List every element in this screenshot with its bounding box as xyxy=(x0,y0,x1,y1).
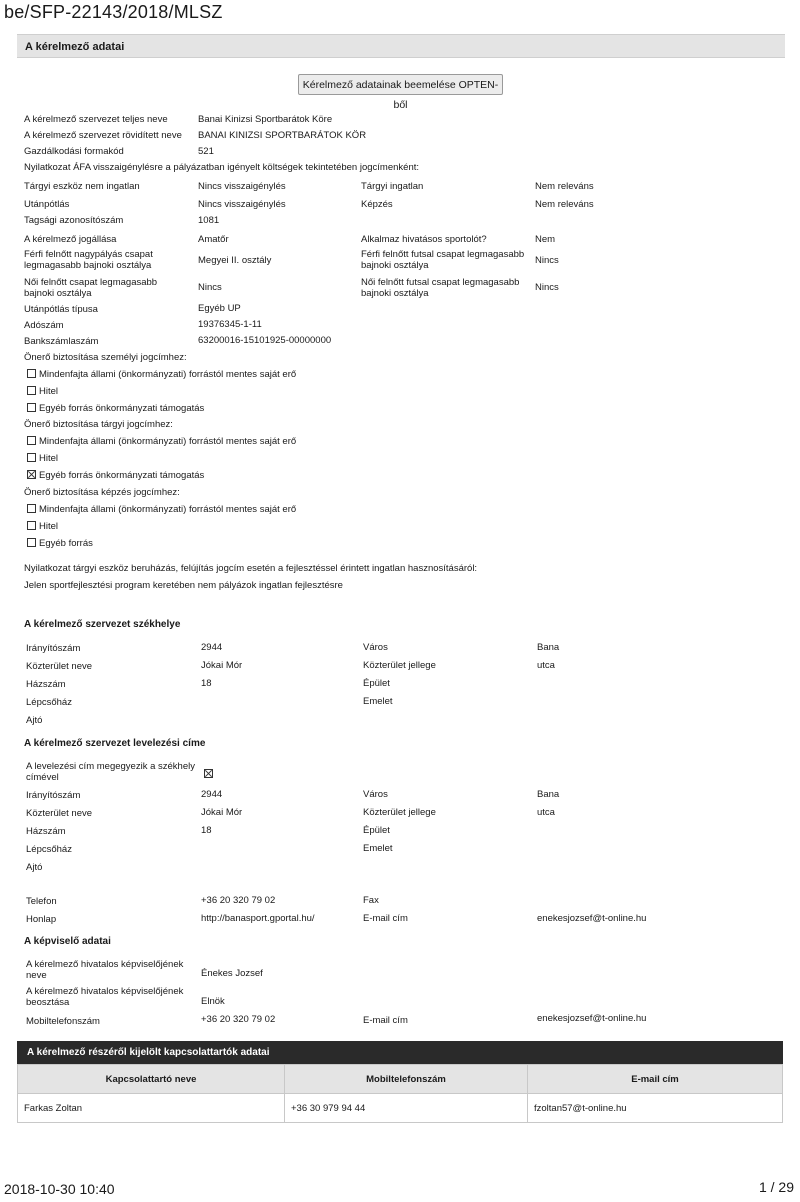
print-datetime: 2018-10-30 10:40 xyxy=(4,1181,115,1197)
contacts-header-row xyxy=(18,1065,783,1094)
seat-epulet-label: Épület xyxy=(363,678,390,689)
rep-position-label: A kérelmező hivatalos képviselőjének beosztása xyxy=(26,986,184,1008)
szemelyi-egyeb-label: Egyéb forrás önkormányzati támogatás xyxy=(39,403,205,414)
noi-label: Női felnőtt csapat legmagasabb bajnoki osztálya xyxy=(24,277,158,299)
honlap-link[interactable]: http://banasport.gportal.hu/ xyxy=(201,913,315,924)
rep-mobile-value: +36 20 320 79 02 xyxy=(201,1014,276,1025)
hivatasos-label: Alkalmaz hivatásos sportolót? xyxy=(361,234,487,245)
mail-varos-value: Bana xyxy=(537,789,560,800)
contact-name: Farkas Zoltan xyxy=(18,1094,285,1123)
onero-kepzes-heading: Önerő biztosítása képzés jogcímhez: xyxy=(24,487,180,498)
nyilatkozat-targyi: Nyilatkozat tárgyi eszköz beruházás, felújítás jogcím esetén a fejlesztéssel érintett ingatlan hasznosításáról: xyxy=(24,563,478,574)
seat-hazszam-value: 18 xyxy=(201,678,212,689)
szemelyi-egyeb-checkbox[interactable] xyxy=(27,403,36,412)
targyi-hitel-checkbox[interactable] xyxy=(27,453,36,462)
noi-futsal-value: Nincs xyxy=(535,282,559,293)
col-header-name: Kapcsolattartó neve xyxy=(18,1065,285,1094)
mail-hazszam-value: 18 xyxy=(201,825,212,836)
section-header-applicant: A kérelmező adatai xyxy=(17,34,785,58)
noi-value: Nincs xyxy=(198,282,222,293)
seat-irsz-label: Irányítószám xyxy=(26,643,81,654)
adoszam-label: Adószám xyxy=(24,320,64,331)
rep-email-label: E-mail cím xyxy=(363,1015,408,1026)
contact-mobile: +36 30 979 94 44 xyxy=(285,1094,528,1123)
col-header-mobile: Mobiltelefonszám xyxy=(285,1065,528,1094)
kepzes-egyeb-label: Egyéb forrás xyxy=(39,538,93,549)
col-header-email: E-mail cím xyxy=(528,1065,783,1094)
ferfi-value: Megyei II. osztály xyxy=(198,255,272,266)
seat-hazszam-label: Házszám xyxy=(26,679,66,690)
futsal-value: Nincs xyxy=(535,255,559,266)
seat-ajto-label: Ajtó xyxy=(26,715,43,726)
adoszam-value: 19376345-1-11 xyxy=(198,319,262,330)
contact-email[interactable]: fzoltan57@t-online.hu xyxy=(528,1094,783,1123)
mail-kozterulet-value: Jókai Mór xyxy=(201,807,243,818)
full-name-value: Banai Kinizsi Sportbarátok Köre xyxy=(198,114,333,125)
rep-name-value: Énekes Jozsef xyxy=(201,968,263,979)
mail-same-checkbox-checked[interactable] xyxy=(204,769,213,778)
utanpotlas-tipus-value: Egyéb UP xyxy=(198,303,241,314)
targyi-nem-ingatlan-value: Nincs visszaigénylés xyxy=(198,181,286,192)
seat-emelet-label: Emelet xyxy=(363,696,393,707)
seat-varos-value: Bana xyxy=(537,642,560,653)
kepzes-value: Nem releváns xyxy=(535,199,594,210)
bank-value: 63200016-15101925-00000000 xyxy=(198,335,332,346)
targyi-ingatlan-label: Tárgyi ingatlan xyxy=(361,181,424,192)
gfo-value: 521 xyxy=(198,146,214,157)
utanpotlas-label: Utánpótlás xyxy=(24,199,70,210)
seat-jelleg-label: Közterület jellege xyxy=(363,660,436,671)
mail-irsz-value: 2944 xyxy=(201,789,223,800)
jogallas-value: Amatőr xyxy=(198,234,229,245)
section-header-contacts: A kérelmező részéről kijelölt kapcsolattartók adatai xyxy=(17,1041,783,1064)
utanpotlas-value: Nincs visszaigénylés xyxy=(198,199,286,210)
szemelyi-mentes-checkbox[interactable] xyxy=(27,369,36,378)
tagsagi-label: Tagsági azonosítószám xyxy=(24,215,124,226)
nyilatkozat-targyi-value: Jelen sportfejlesztési program keretében nem pályázok ingatlan fejlesztésre xyxy=(24,580,343,591)
seat-kozterulet-value: Jókai Mór xyxy=(201,660,243,671)
honlap-label: Honlap xyxy=(26,914,57,925)
mail-same-label: A levelezési cím megegyezik a székhely címével xyxy=(26,761,195,783)
mail-epulet-label: Épület xyxy=(363,825,390,836)
targyi-hitel-label: Hitel xyxy=(39,453,59,464)
telefon-value: +36 20 320 79 02 xyxy=(201,895,276,906)
szemelyi-hitel-checkbox[interactable] xyxy=(27,386,36,395)
ferfi-label: Férfi felnőtt nagypályás csapat legmagasabb bajnoki osztálya xyxy=(24,249,153,271)
mail-jelleg-label: Közterület jellege xyxy=(363,807,436,818)
targyi-nem-ingatlan-label: Tárgyi eszköz nem ingatlan xyxy=(24,181,140,192)
full-name-label: A kérelmező szervezet teljes neve xyxy=(24,114,168,125)
szemelyi-mentes-label: Mindenfajta állami (önkormányzati) forrástól mentes saját erő xyxy=(39,369,297,380)
document-id: be/SFP-22143/2018/MLSZ xyxy=(4,2,223,22)
rep-email-value[interactable]: enekesjozsef@t-online.hu xyxy=(537,1013,647,1024)
noi-futsal-label: Női felnőtt futsal csapat legmagasabb bajnoki osztálya xyxy=(361,277,520,299)
gfo-label: Gazdálkodási formakód xyxy=(24,146,124,157)
rep-mobile-label: Mobiltelefonszám xyxy=(26,1016,100,1027)
fax-label: Fax xyxy=(363,895,379,906)
short-name-label: A kérelmező szervezet rövidített neve xyxy=(24,130,182,141)
targyi-mentes-label: Mindenfajta állami (önkormányzati) forrástól mentes saját erő xyxy=(39,436,297,447)
telefon-label: Telefon xyxy=(26,896,57,907)
kepzes-egyeb-checkbox[interactable] xyxy=(27,538,36,547)
contacts-table xyxy=(17,1064,783,1123)
targyi-mentes-checkbox[interactable] xyxy=(27,436,36,445)
mail-jelleg-value: utca xyxy=(537,807,555,818)
page-number: 1 / 29 xyxy=(758,1179,794,1195)
email-label: E-mail cím xyxy=(363,913,408,924)
seat-irsz-value: 2944 xyxy=(201,642,223,653)
rep-name-label: A kérelmező hivatalos képviselőjének neve xyxy=(26,959,184,981)
table-row xyxy=(18,1094,783,1123)
onero-targyi-heading: Önerő biztosítása tárgyi jogcímhez: xyxy=(24,419,173,430)
seat-kozterulet-label: Közterület neve xyxy=(26,661,93,672)
seat-jelleg-value: utca xyxy=(537,660,555,671)
jogallas-label: A kérelmező jogállása xyxy=(24,234,117,245)
seat-lepcsohaz-label: Lépcsőház xyxy=(26,697,72,708)
targyi-egyeb-label: Egyéb forrás önkormányzati támogatás xyxy=(39,470,205,481)
afa-statement: Nyilatkozat ÁFA visszaigénylésre a pályázatban igényelt költségek tekintetében jogcímenként: xyxy=(24,162,420,173)
bank-label: Bankszámlaszám xyxy=(24,336,99,347)
hivatasos-value: Nem xyxy=(535,234,556,245)
mail-ajto-label: Ajtó xyxy=(26,862,43,873)
futsal-label: Férfi felnőtt futsal csapat legmagasabb bajnoki osztálya xyxy=(361,249,525,271)
kepzes-hitel-label: Hitel xyxy=(39,521,59,532)
mail-varos-label: Város xyxy=(363,789,388,800)
section-header-seat: A kérelmező szervezet székhelye xyxy=(24,619,181,630)
kepzes-mentes-label: Mindenfajta állami (önkormányzati) forrástól mentes saját erő xyxy=(39,504,297,515)
short-name-value: BANAI KINIZSI SPORTBARÁTOK KÖR xyxy=(198,130,367,141)
targyi-ingatlan-value: Nem releváns xyxy=(535,181,594,192)
mail-emelet-label: Emelet xyxy=(363,843,393,854)
mail-irsz-label: Irányítószám xyxy=(26,790,81,801)
seat-varos-label: Város xyxy=(363,642,388,653)
kepzes-label: Képzés xyxy=(361,199,393,210)
kepzes-mentes-checkbox[interactable] xyxy=(27,504,36,513)
mail-lepcsohaz-label: Lépcsőház xyxy=(26,844,72,855)
szemelyi-hitel-label: Hitel xyxy=(39,386,59,397)
section-header-mailing: A kérelmező szervezet levelezési címe xyxy=(24,738,206,749)
kepzes-hitel-checkbox[interactable] xyxy=(27,521,36,530)
targyi-egyeb-checkbox-checked[interactable] xyxy=(27,470,36,479)
rep-position-value: Elnök xyxy=(201,996,225,1007)
tagsagi-value: 1081 xyxy=(198,215,220,226)
utanpotlas-tipus-label: Utánpótlás típusa xyxy=(24,304,98,315)
onero-szemelyi-heading: Önerő biztosítása személyi jogcímhez: xyxy=(24,352,187,363)
email-value[interactable]: enekesjozsef@t-online.hu xyxy=(537,913,647,924)
mail-kozterulet-label: Közterület neve xyxy=(26,808,93,819)
import-opten-button[interactable]: Kérelmező adatainak beemelése OPTEN-ből xyxy=(298,74,503,95)
section-header-representative: A képviselő adatai xyxy=(24,936,111,947)
mail-hazszam-label: Házszám xyxy=(26,826,66,837)
